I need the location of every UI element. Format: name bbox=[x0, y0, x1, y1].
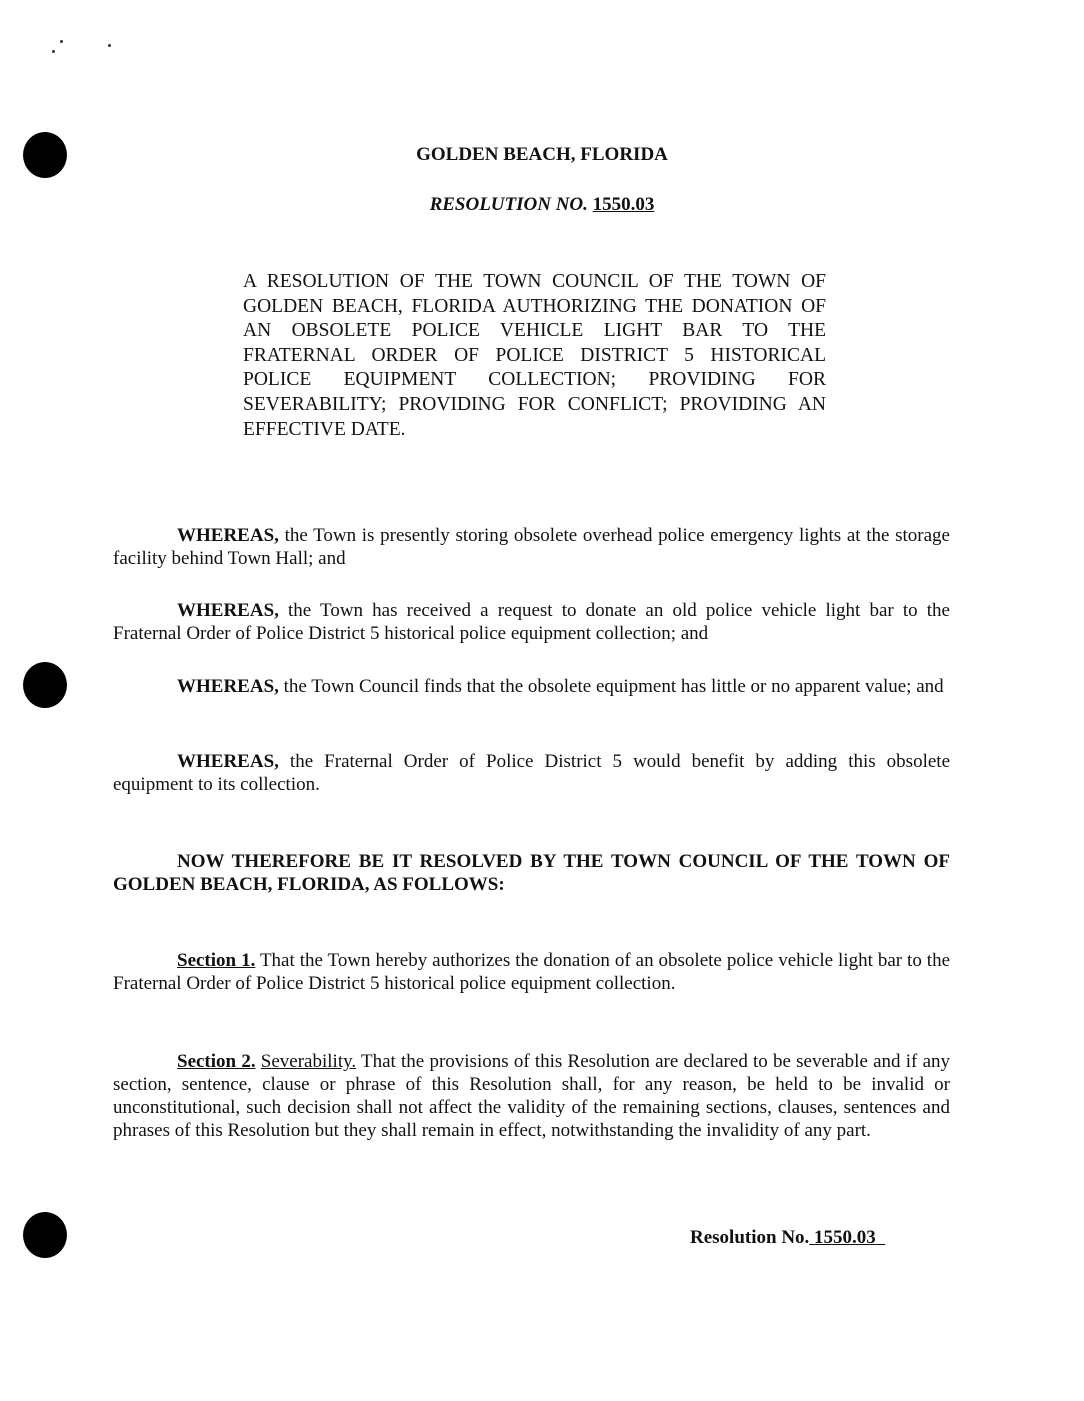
resolution-abstract: A RESOLUTION OF THE TOWN COUNCIL OF THE TOWN OF GOLDEN BEACH, FLORIDA AUTHORIZING THE DONATION OF AN OBSOLETE POLICE VEHICLE LIGHT BAR TO THE FRATERNAL ORDER OF POLICE DISTRICT 5 HISTORICAL POLICE EQUIPMENT COLLECTION; PROVIDING FOR SEVERABILITY; PROVIDING FOR CONFLICT; PROVIDING AN EFFECTIVE DATE. bbox=[243, 271, 826, 440]
whereas-paragraph: WHEREAS, the Town has received a request to donate an old police vehicle light bar to the Fraternal Order of Police District 5 historical police equipment collection; and bbox=[113, 600, 950, 644]
whereas-paragraph: WHEREAS, the Town Council finds that the obsolete equipment has little or no apparent value; and bbox=[177, 676, 944, 697]
punch-hole bbox=[23, 662, 67, 708]
whereas-paragraph: WHEREAS, the Fraternal Order of Police District 5 would benefit by adding this obsolete equipment to its collection. bbox=[113, 751, 950, 795]
section-1: Section 1. That the Town hereby authorizes the donation of an obsolete police vehicle light bar to the Fraternal Order of Police District 5 historical police equipment collection. bbox=[113, 950, 951, 994]
resolved-clause: NOW THEREFORE BE IT RESOLVED BY THE TOWN COUNCIL OF THE TOWN OF GOLDEN BEACH, FLORIDA, AS FOLLOWS: bbox=[113, 851, 950, 895]
punch-hole bbox=[23, 1212, 67, 1258]
resolution-title bbox=[0, 194, 1084, 216]
section-2: Section 2. Severability. That the provisions of this Resolution are declared to be severable and if any section, sentence, clause or phrase of this Resolution shall, for any reason, be held to be invalid or unconstitutional, such decision shall not affect the validity of the remaining sections, clauses, sentences and phrases of this Resolution but they shall remain in effect, notwithstanding the invalidity of any part. bbox=[113, 1051, 951, 1141]
resolution-label: RESOLUTION NO. bbox=[429, 194, 588, 215]
town-title: GOLDEN BEACH, FLORIDA bbox=[416, 144, 668, 165]
footer-resolution-number: Resolution No. 1550.03 bbox=[690, 1227, 876, 1248]
resolution-number: 1550.03 bbox=[592, 194, 655, 215]
whereas-paragraph: WHEREAS, the Town is presently storing obsolete overhead police emergency lights at the storage facility behind Town Hall; and bbox=[113, 525, 950, 569]
